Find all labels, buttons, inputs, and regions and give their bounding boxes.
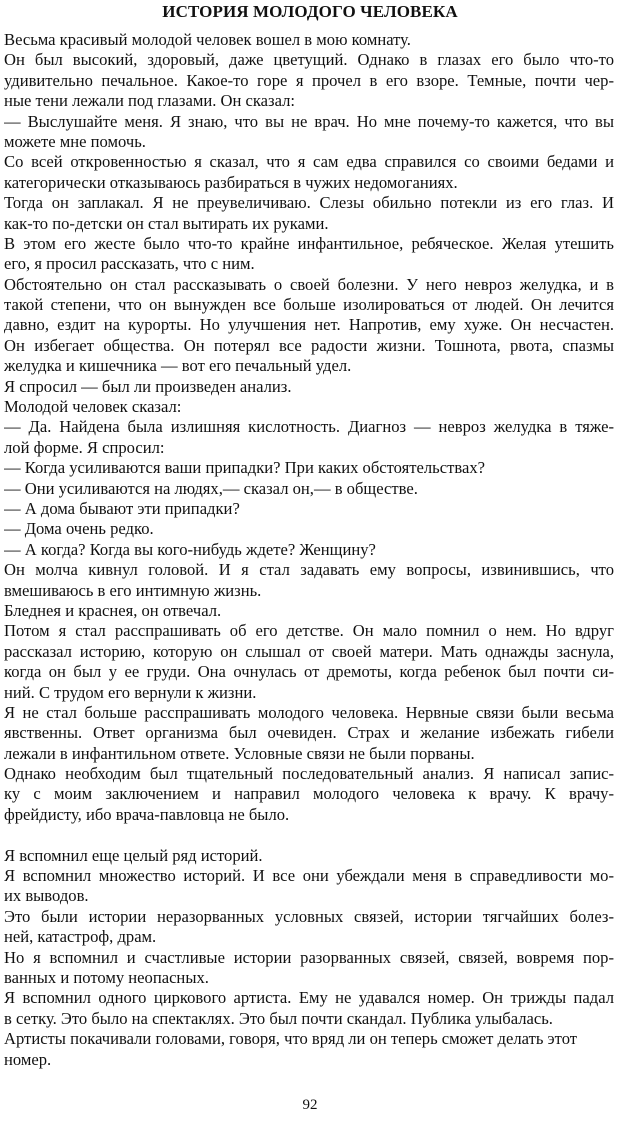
- text-line: Он был высокий, здоровый, даже цветущий. Однако в глазах его было что-то: [4, 50, 614, 70]
- text-line: ней, катастроф, драм.: [4, 927, 157, 947]
- text-line: его, я просил рассказать, что с ним.: [4, 254, 255, 274]
- text-line: удивительно печальное. Какое-то горе я прочел в его взоре. Темные, почти чер-: [4, 70, 614, 90]
- text-line: можете мне помочь.: [4, 131, 146, 151]
- text-line: ные тени лежали под глазами. Он сказал:: [4, 91, 296, 111]
- text-line: фрейдисту, ибо врача-павловца не было.: [4, 804, 290, 824]
- text-line: лежали в инфантильном ответе. Условные связи не были порваны.: [4, 743, 475, 763]
- text-line: Он молча кивнул головой. И я стал задавать ему вопросы, извинившись, что: [4, 560, 614, 580]
- text-line: давно, ездит на курорты. Но улучшения нет. Напротив, ему хуже. Он несчастен.: [4, 315, 614, 335]
- text-line: категорически отказываюсь разбираться в чужих недомоганиях.: [4, 172, 458, 192]
- chapter-title: ИСТОРИЯ МОЛОДОГО ЧЕЛОВЕКА: [162, 2, 458, 21]
- text-line: вмешиваюсь в его интимную жизнь.: [4, 580, 262, 600]
- text-line: В этом его жесте было что-то крайне инфантильное, ребяческое. Желая утешить: [4, 233, 614, 253]
- text-line: лой форме. Я спросил:: [4, 437, 165, 457]
- text-line: Весьма красивый молодой человек вошел в мою комнату.: [4, 30, 411, 49]
- text-line: — Выслушайте меня. Я знаю, что вы не врач. Но мне почему-то кажется, что вы: [4, 111, 614, 131]
- text-line: Это были истории неразорванных условных связей, истории тягчайших болез-: [4, 906, 614, 926]
- text-line: как-то по-детски он стал вытирать их руками.: [4, 213, 329, 233]
- text-line: рассказал историю, которую он слышал от своей матери. Мать однажды заснула,: [4, 641, 614, 661]
- text-line: Я вспомнил еще целый ряд историй.: [4, 845, 263, 865]
- text-line: — А когда? Когда вы кого-нибудь ждете? Женщину?: [4, 539, 376, 559]
- text-line: ку с моим заключением и направил молодого человека к врачу. К врачу-: [4, 784, 614, 804]
- text-line: ванных и потому неопасных.: [4, 967, 209, 987]
- text-line: Потом я стал расспрашивать об его детстве. Он мало помнил о нем. Но вдруг: [4, 621, 614, 641]
- text-line: — Да. Найдена была излишняя кислотность. Диагноз — невроз желудка в тяже-: [4, 417, 614, 437]
- text-line: — Когда усиливаются ваши припадки? При каких обстоятельствах?: [4, 458, 486, 478]
- body-text: [4, 30, 614, 1070]
- text-line: Артисты покачивали головами, говоря, что вряд ли он теперь сможет делать этот: [4, 1029, 578, 1049]
- text-line: Молодой человек сказал:: [4, 397, 182, 417]
- text-line: Он избегает общества. Он потерял все радости жизни. Тошнота, рвота, спазмы: [4, 335, 614, 355]
- text-line: Бледнея и краснея, он отвечал.: [4, 600, 222, 620]
- page-number: 92: [302, 1097, 318, 1113]
- text-line: такой степени, что он вынужден все больше изолироваться от людей. Он лечится: [4, 295, 614, 315]
- text-line: желудка и кишечника — вот его печальный удел.: [4, 356, 352, 376]
- text-line: Но я вспомнил и счастливые истории разорванных связей, связей, вовремя пор-: [4, 947, 614, 967]
- text-line: Я вспомнил одного циркового артиста. Ему не удавался номер. Он трижды падал: [4, 988, 614, 1008]
- text-line: Однако необходим был тщательный последовательный анализ. Я написал запис-: [4, 764, 614, 784]
- text-line: Я не стал больше расспрашивать молодого человека. Нервные связи были весьма: [4, 702, 614, 722]
- text-line: Тогда он заплакал. Я не преувеличиваю. Слезы обильно потекли из его глаз. И: [4, 193, 614, 213]
- blank-line: [4, 825, 614, 845]
- text-line: их выводов.: [4, 886, 89, 906]
- text-line: Я вспомнил множество историй. И все они убеждали меня в справедливости мо-: [4, 866, 614, 886]
- text-line: номер.: [4, 1049, 52, 1069]
- text-line: Обстоятельно он стал рассказывать о своей болезни. У него невроз желудка, и в: [4, 274, 614, 294]
- text-line: когда он был у ее груди. Она очнулась от дремоты, когда ребенок был почти си-: [4, 662, 614, 682]
- text-line: — А дома бывают эти припадки?: [4, 498, 240, 518]
- text-line: Я спросил — был ли произведен анализ.: [4, 376, 292, 396]
- text-line: в сетку. Это было на спектаклях. Это был почти скандал. Публика улыбалась.: [4, 1008, 553, 1028]
- text-line: — Они усиливаются на людях,— сказал он,— в обществе.: [4, 478, 418, 498]
- text-line: ний. С трудом его вернули к жизни.: [4, 682, 257, 702]
- text-line: явственны. Ответ организма был очевиден. Страх и желание избежать гибели: [4, 723, 614, 743]
- text-line: — Дома очень редко.: [4, 519, 154, 539]
- text-line: Со всей откровенностью я сказал, что я сам едва справился со своими бедами и: [4, 152, 614, 172]
